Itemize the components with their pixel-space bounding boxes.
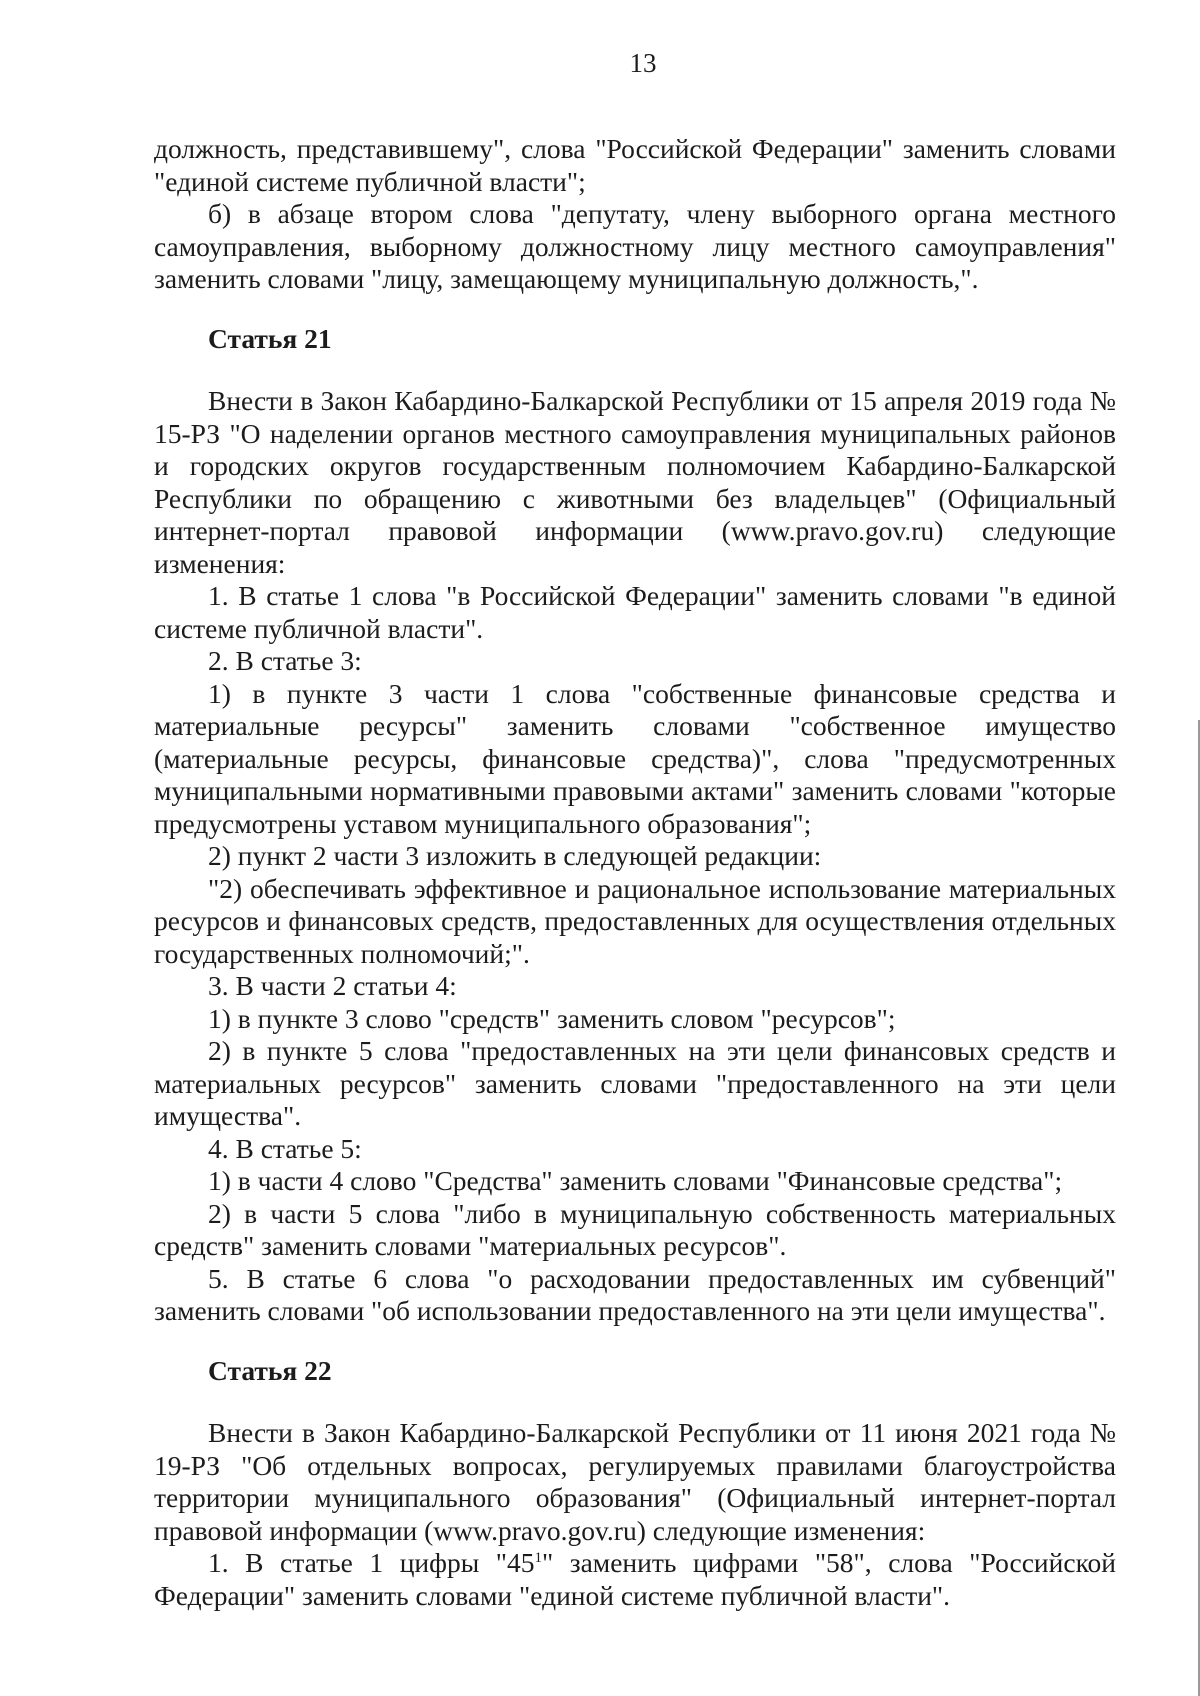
article-21-item: 1) в пункте 3 слово "средств" заменить словом "ресурсов"; (208, 1002, 896, 1034)
document-body (154, 133, 1116, 1612)
item-text-after: " заменить цифрами "58", слова "Российской Федерации" заменить словами "единой системе публичной власти". (154, 1547, 1116, 1611)
paragraph: б) в абзаце втором слова "депутату, члену выборного органа местного самоуправления, выборному должностному лицу местного самоуправления" заменить словами "лицу, замещающему муниципальную должность,". (154, 198, 1116, 294)
article-21-item: 2. В статье 3: (208, 645, 362, 676)
article-21-item: 4. В статье 5: (208, 1132, 362, 1164)
article-21-item: 1. В статье 1 слова "в Российской Федерации" заменить словами "в единой системе публичной власти". (154, 580, 1116, 644)
article-21-item: 2) в части 5 слова "либо в муниципальную собственность материальных средств" заменить словами "материальных ресурсов". (154, 1197, 1116, 1261)
article-21-item: 3. В части 2 статьи 4: (208, 970, 457, 1001)
article-21-item: 5. В статье 6 слова "о расходовании предоставленных им субвенций" заменить словами "об использовании предоставленного на эти цели имущества". (154, 1262, 1116, 1326)
article-21-item: 1) в части 4 слово "Средства" заменить словами "Финансовые средства"; (208, 1165, 1063, 1196)
article-22-intro: Внести в Закон Кабардино-Балкарской Республики от 11 июня 2021 года № 19-РЗ "Об отдельных вопросах, регулируемых правилами благоустройства территории муниципального образования" (Официальный интернет-портал правовой информации (www.pravo.gov.ru) следующие изменения: (154, 1417, 1116, 1546)
article-21-item: 2) пункт 2 части 3 изложить в следующей редакции: (208, 840, 822, 871)
page-number: 13 (629, 48, 657, 78)
article-21-item: 2) в пункте 5 слова "предоставленных на эти цели финансовых средств и материальных ресурсов" заменить словами "предоставленного на эти цели имущества". (154, 1035, 1116, 1131)
item-text-before: 1. В статье 1 цифры "45 (208, 1547, 535, 1578)
paragraph: должность, представившему", слова "Российской Федерации" заменить словами "единой системе публичной власти"; (154, 133, 1116, 197)
article-22-item (154, 1547, 1116, 1612)
article-21-intro: Внести в Закон Кабардино-Балкарской Республики от 15 апреля 2019 года № 15-РЗ "О наделении органов местного самоуправления муниципальных районов и городских округов государственным полномочием Кабардино-Балкарской Республики по обращению с животными без владельцев" (Официальный интернет-портал правовой информации (www.pravo.gov.ru) следующие изменения: (154, 385, 1116, 579)
article-21-item: 1) в пункте 3 части 1 слова "собственные финансовые средства и материальные ресурсы" заменить словами "собственное имущество (материальные ресурсы, финансовые средства)", слова "предусмотренных муниципальными нормативными правовыми актами" заменить словами "которые предусмотрены уставом муниципального образования"; (154, 677, 1116, 839)
article-22-heading: Статья 22 (208, 1354, 332, 1386)
superscript: 1 (534, 1549, 542, 1566)
article-21-heading: Статья 21 (208, 322, 332, 354)
article-21-item: "2) обеспечивать эффективное и рациональное использование материальных ресурсов и финансовых средств, предоставленных для осуществления отдельных государственных полномочий;". (154, 872, 1116, 969)
